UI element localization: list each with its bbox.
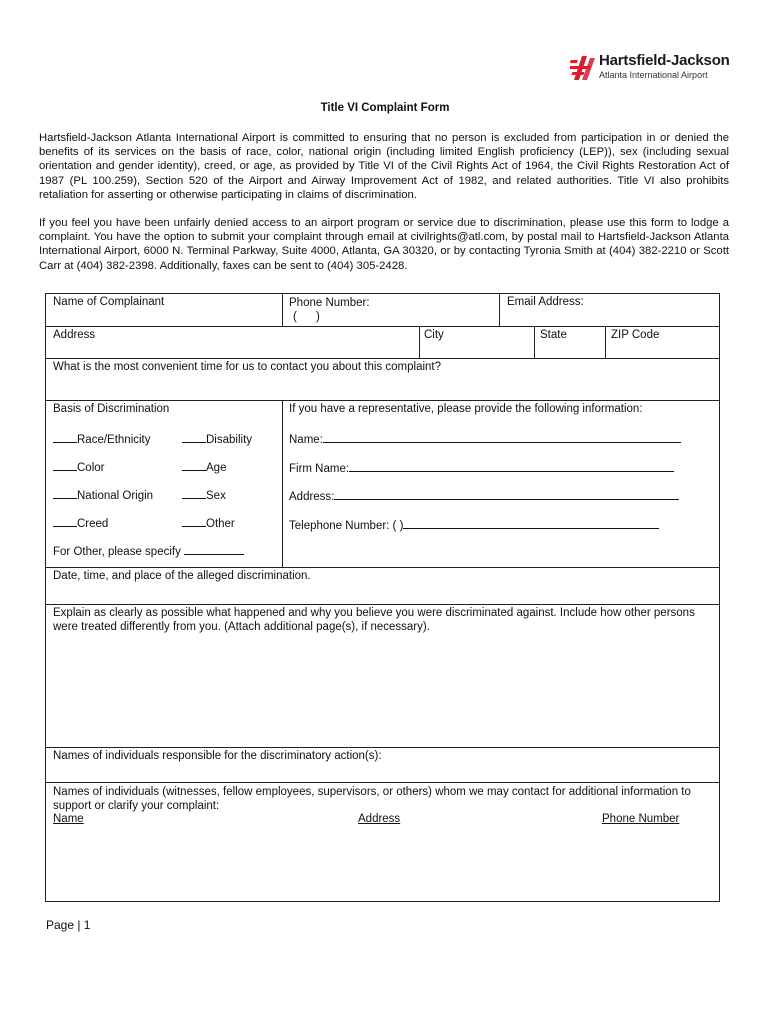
rep-phone-blank xyxy=(403,516,659,529)
rep-address-blank xyxy=(334,487,679,500)
checkbox-blank xyxy=(53,514,77,527)
basis-option-national-origin[interactable]: National Origin xyxy=(53,486,153,503)
complaint-form-table xyxy=(45,293,720,902)
checkbox-blank xyxy=(53,486,77,499)
logo-name: Hartsfield-Jackson xyxy=(599,52,730,69)
rep-firm-field[interactable]: Firm Name: xyxy=(289,459,674,476)
city-label: City xyxy=(424,329,444,341)
form-title: Title VI Complaint Form xyxy=(320,102,450,114)
basis-option-other[interactable]: Other xyxy=(182,514,235,531)
basis-option-color[interactable]: Color xyxy=(53,458,104,475)
basis-option-creed[interactable]: Creed xyxy=(53,514,108,531)
instructions-paragraph: If you feel you have been unfairly denied access to an airport program or service due to discrimination, please use this form to lodge a complaint. You have the option to submit your complaint through email at civilrights@atl.com, by postal mail to Hartsfield-Jackson Atlanta International Airport, 6000 N. Terminal Parkway, Suite 4000, Atlanta, GA 30320, or by contacting Tyronia Smith at (404) 382-2210 or Scott Carr at (404) 382-2398. Additionally, faxes can be sent to (404) 305-2428. xyxy=(39,217,729,272)
basis-option-race[interactable]: Race/Ethnicity xyxy=(53,430,151,447)
state-label: State xyxy=(540,329,567,341)
address-label: Address xyxy=(53,329,96,341)
complainant-name-label: Name of Complainant xyxy=(53,296,165,308)
rep-name-field[interactable]: Name: xyxy=(289,430,681,447)
basis-option-sex[interactable]: Sex xyxy=(182,486,226,503)
checkbox-blank xyxy=(182,514,206,527)
witness-address-column: Address xyxy=(358,813,401,825)
representative-label: If you have a representative, please provide the following information: xyxy=(289,403,643,415)
rep-firm-blank xyxy=(349,459,674,472)
checkbox-blank xyxy=(182,486,206,499)
airport-logo xyxy=(568,52,728,86)
other-specify-field[interactable]: For Other, please specify xyxy=(53,542,244,559)
phone-number-label: Phone Number: xyxy=(289,297,370,309)
witness-name-column: Name xyxy=(53,813,84,825)
basis-option-disability[interactable]: Disability xyxy=(182,430,252,447)
date-time-place-label: Date, time, and place of the alleged discrimination. xyxy=(53,570,311,582)
phone-area-code: ( ) xyxy=(293,311,320,323)
logo-subtitle: Atlanta International Airport xyxy=(599,70,708,80)
zip-code-label: ZIP Code xyxy=(611,329,660,341)
basis-option-age[interactable]: Age xyxy=(182,458,226,475)
witness-phone-column: Phone Number xyxy=(602,813,680,825)
rep-address-field[interactable]: Address: xyxy=(289,487,679,504)
rep-name-blank xyxy=(323,430,681,443)
checkbox-blank xyxy=(53,458,77,471)
basis-label: Basis of Discrimination xyxy=(53,403,170,415)
checkbox-blank xyxy=(182,458,206,471)
intro-paragraph: Hartsfield-Jackson Atlanta International Airport is committed to ensuring that no person is excluded from participation in or denied the benefits of its services on the basis of race, color, national origin (including limited English proficiency (LEP)), sex (including sexual orientation and gender identity), creed, or age, as provided by Title VI of the Civil Rights Act of 1964, the Civil Rights Restoration Act of 1987 (PL 100.259), Section 520 of the Airport and Airway Improvement Act of 1982, and related authorities. Title VI also prohibits retaliation for asserting or otherwise participating in claims of discrimination. xyxy=(39,132,729,201)
other-specify-blank xyxy=(184,542,244,555)
explain-label: Explain as clearly as possible what happened and why you believe you were discriminated against. Include how other persons were treated differently from you. (Attach additional page(s), if necessary). xyxy=(53,607,695,633)
plane-logo-icon xyxy=(570,54,598,82)
contact-time-label: What is the most convenient time for us to contact you about this complaint? xyxy=(53,361,442,373)
page-number: Page | 1 xyxy=(46,918,91,932)
checkbox-blank xyxy=(53,430,77,443)
responsible-individuals-label: Names of individuals responsible for the discriminatory action(s): xyxy=(53,750,382,762)
checkbox-blank xyxy=(182,430,206,443)
witnesses-label: Names of individuals (witnesses, fellow employees, supervisors, or others) whom we may contact for additional information to support or clarify your complaint: xyxy=(53,786,691,812)
email-address-label: Email Address: xyxy=(507,296,584,308)
rep-phone-field[interactable]: Telephone Number: ( ) xyxy=(289,516,659,533)
